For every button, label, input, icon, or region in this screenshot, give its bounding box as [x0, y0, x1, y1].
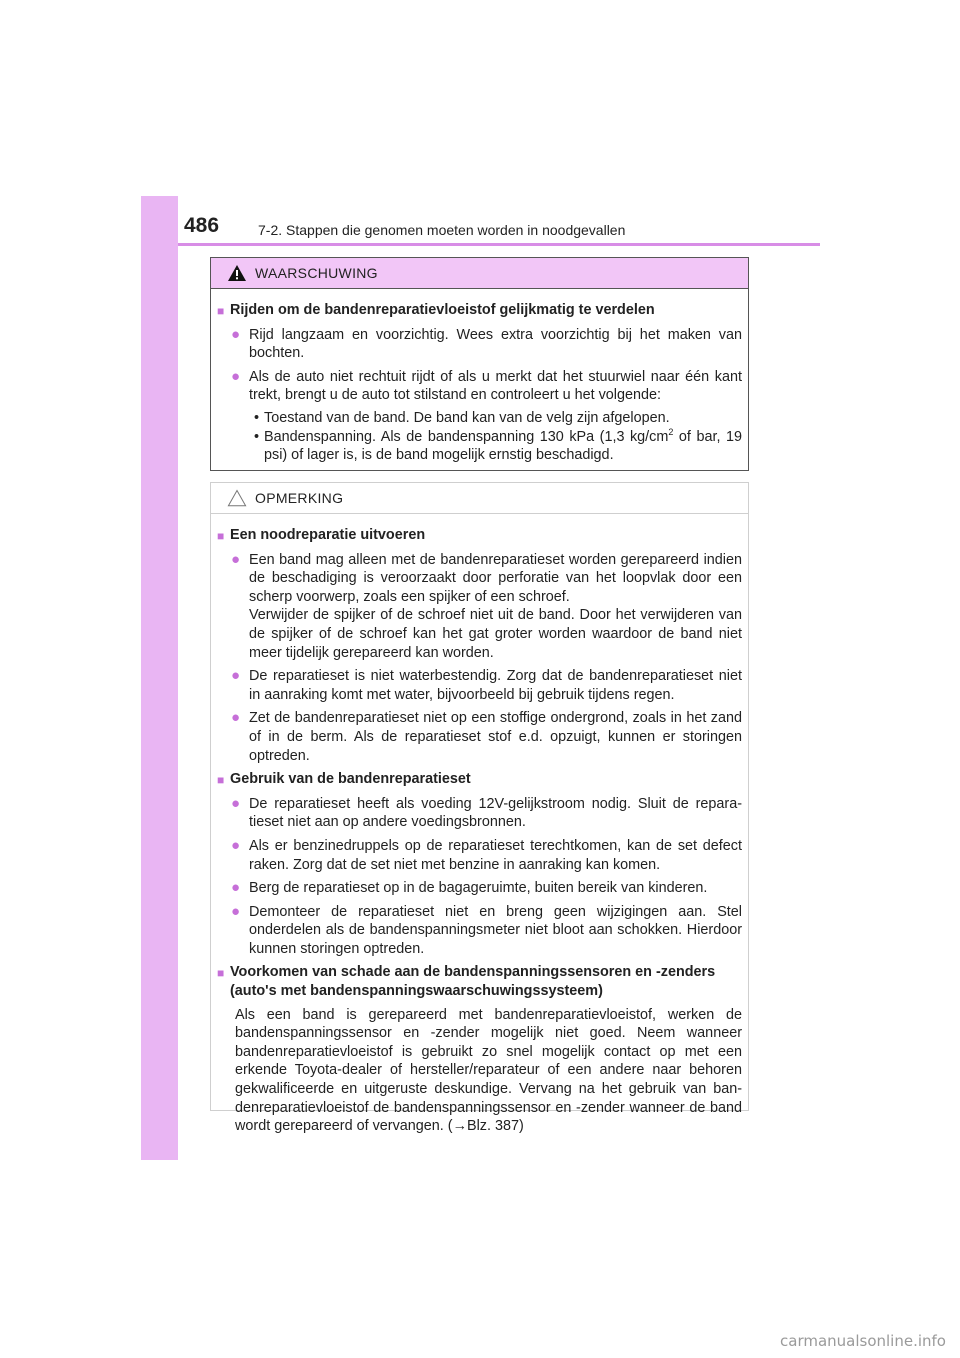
list-item: ● Een band mag alleen met de bandenreparatieset worden gerepareerd indien de beschadiging is veroorzaakt door perforatie van het loopvlak door een scherp voorwerp, zoals een spijker of een schroef. Verwijder de spijker of de schroef niet uit de band. Door het verwijderen van de spijker of de schroef kan het gat groter worden waardoor de band niet meer tijdelijk gerepareerd kan worden.	[231, 550, 742, 661]
round-bullet-icon: ●	[231, 550, 241, 568]
note-box	[210, 482, 749, 1135]
sub-list-item: • Toestand van de band. De band kan van de velg zijn afgelopen.	[254, 409, 670, 426]
watermark: carmanualsonline.info	[780, 1332, 946, 1350]
page-number: 486	[184, 214, 220, 237]
round-bullet-icon: ●	[231, 794, 241, 812]
list-item: ● Als er benzinedruppels op de reparatieset terechtkomen, kan de set defect raken. Zorg dat de set niet met benzine in aanraking kan komen.	[231, 836, 742, 873]
sub-list-item: • Bandenspanning. Als de bandenspanning 130 kPa (1,3 $kg/cm^2$ of bar, 19 psi) of lager is, is de band mogelijk ernstig beschadigd.	[254, 426, 742, 464]
round-bullet-icon: ●	[231, 836, 241, 854]
round-bullet-icon: ●	[231, 367, 241, 385]
square-bullet-icon: ■	[217, 529, 225, 543]
warning-title: WAARSCHUWING	[255, 265, 378, 281]
round-bullet-icon: ●	[231, 325, 241, 343]
warning-box	[210, 257, 749, 471]
round-bullet-icon: ●	[231, 667, 241, 685]
square-bullet-icon: ■	[217, 966, 225, 981]
round-bullet-icon: ●	[231, 879, 241, 897]
round-bullet-icon: ●	[231, 709, 241, 727]
note-box-header	[211, 483, 748, 514]
note-heading-1: ■ Een noodreparatie uitvoeren	[217, 526, 742, 546]
list-item: ● Rijd langzaam en voorzichtig. Wees extra voorzichtig bij het maken van bochten.	[231, 325, 742, 362]
list-item: ● Berg de reparatieset op in de bagageruimte, buiten bereik van kinderen.	[231, 879, 708, 897]
caution-outline-icon	[227, 489, 247, 507]
chapter-tab-strip	[141, 196, 178, 1160]
list-item: ● Zet de bandenreparatieset niet op een stoffige ondergrond, zoals in het zand of in de berm. Als de reparatieset stof e.d. opzuigt, kunnen er storingen optreden.	[231, 709, 742, 764]
square-bullet-icon: ■	[217, 773, 225, 788]
header-rule	[178, 243, 820, 246]
note-paragraph: Als een band is gerepareerd met bandenreparatievloeistof, werken de bandenspanningssensor en -zender mogelijk niet goed. Neem wanneer bandenreparatievloeistof is gebruikt zo snel mogelijk contact op met een erkende Toyota-dealer of hersteller/reparateur of een andere naar behoren gekwalificeerde en uitgeruste deskundige. Vervang na het gebruik van bandenreparatievloeistof de bandenspanningssensor en -zender wanneer de band wordt gerepareerd of vervangen. (→Blz. 387)	[235, 1006, 742, 1135]
note-title: OPMERKING	[255, 490, 344, 506]
warning-box-header	[211, 258, 748, 289]
list-item: ● Als de auto niet rechtuit rijdt of als u merkt dat het stuurwiel naar één kant trekt, brengt u de auto tot stilstand en controleert u het volgende:	[231, 367, 742, 404]
note-heading-2: ■ Gebruik van de bandenreparatieset	[217, 770, 742, 790]
warning-icon	[227, 264, 247, 282]
list-item: ● De reparatieset heeft als voeding 12V-gelijkstroom nodig. Sluit de reparatieset niet aan op andere voedingsbronnen.	[231, 794, 742, 831]
round-bullet-icon: ●	[231, 902, 241, 920]
running-header: 7-2. Stappen die genomen moeten worden in noodgevallen	[258, 222, 626, 238]
note-heading-3: ■ Voorkomen van schade aan de bandenspanningssensoren en -zenders (auto's met bandenspanningswaarschuwingssysteem)	[217, 964, 716, 1000]
list-item: ● De reparatieset is niet waterbestendig. Zorg dat de bandenreparatieset niet in aanraking komt met water, bijvoorbeeld bij gebruik tijdens regen.	[231, 667, 742, 703]
warning-heading: ■ Rijden om de bandenreparatievloeistof gelijkmatig te verdelen	[217, 301, 742, 321]
list-item: ● Demonteer de reparatieset niet en breng geen wijzigingen aan. Stel onderdelen als de bandenspanningsmeter niet bloot aan schokken. Hierdoor kunnen storingen optreden.	[231, 902, 742, 957]
square-bullet-icon: ■	[217, 304, 225, 318]
